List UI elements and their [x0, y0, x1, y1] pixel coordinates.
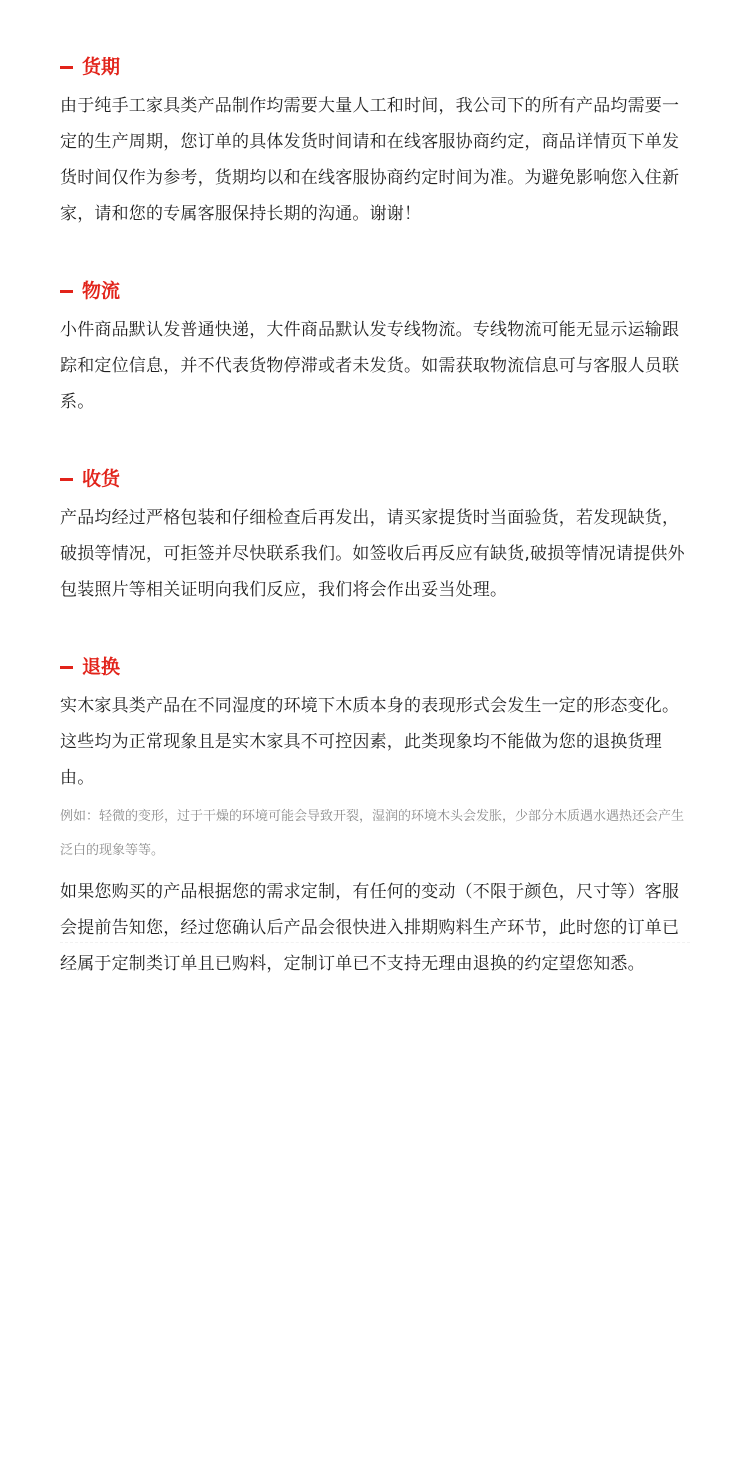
section-delivery-time — [60, 52, 690, 232]
example-note: 例如：轻微的变形，过于干燥的环境可能会导致开裂，湿润的环境木头会发胀，少部分木质遇水遇热还会产生泛白的现象等等。 — [60, 809, 685, 858]
section-title: 货期 — [82, 56, 121, 78]
dash-icon — [60, 666, 73, 669]
section-receiving — [60, 464, 690, 608]
section-heading — [60, 652, 690, 682]
section-returns — [60, 652, 690, 982]
dash-icon — [60, 478, 73, 481]
section-paragraph: 实木家具类产品在不同湿度的环境下木质本身的表现形式会发生一定的形态变化。这些均为正常现象且是实木家具不可控因素，此类现象均不能做为您的退换货理由。 — [60, 696, 680, 788]
section-paragraph: 小件商品默认发普通快递，大件商品默认发专线物流。专线物流可能无显示运输跟踪和定位信息，并不代表货物停滞或者未发货。如需获取物流信息可与客服人员联系。 — [60, 320, 680, 412]
policy-content — [60, 52, 690, 982]
section-heading — [60, 464, 690, 494]
section-logistics — [60, 276, 690, 420]
section-paragraph-custom-orders: 如果您购买的产品根据您的需求定制，有任何的变动（不限于颜色，尺寸等）客服会提前告知您，经过您确认后产品会很快进入排期购料生产环节，此时您的订单已经属于定制类订单且已购料，定制订单已不支持无理由退换的约定望您知悉。 — [60, 882, 680, 974]
section-heading — [60, 52, 690, 82]
dash-icon — [60, 66, 73, 69]
section-title: 物流 — [82, 280, 121, 302]
section-paragraph: 产品均经过严格包装和仔细检查后再发出，请买家提货时当面验货，若发现缺货，破损等情况，可拒签并尽快联系我们。如签收后再反应有缺货,破损等情况请提供外包装照片等相关证明向我们反应，我们将会作出妥当处理。 — [60, 508, 685, 600]
section-title: 收货 — [82, 468, 121, 490]
dash-icon — [60, 290, 73, 293]
section-title: 退换 — [82, 656, 121, 678]
bottom-divider — [60, 942, 690, 943]
section-heading — [60, 276, 690, 306]
section-paragraph: 由于纯手工家具类产品制作均需要大量人工和时间，我公司下的所有产品均需要一定的生产周期，您订单的具体发货时间请和在线客服协商约定，商品详情页下单发货时间仅作为参考，货期均以和在线客服协商约定时间为准。为避免影响您入住新家，请和您的专属客服保持长期的沟通。谢谢！ — [60, 96, 680, 224]
